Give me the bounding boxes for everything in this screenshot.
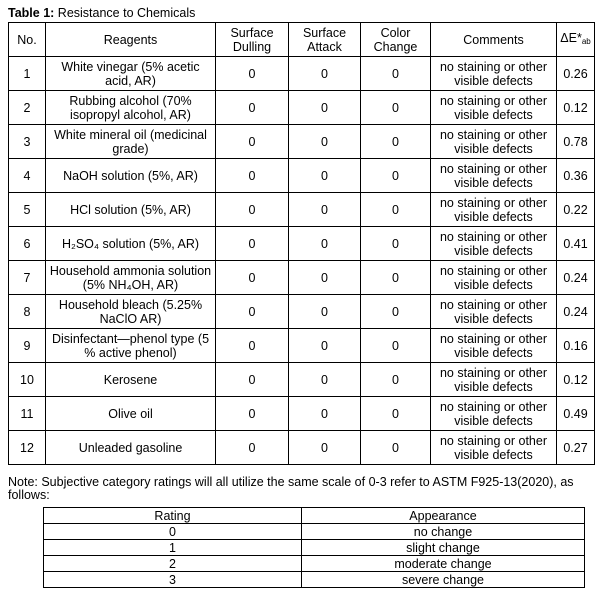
rating-scale-note: Note: Subjective category ratings will all utilize the same scale of 0-3 refer to ASTM F925-13(2020), as follows: — [8, 475, 574, 502]
cell-no: 10 — [9, 363, 46, 397]
cell-delta-e: 0.49 — [557, 397, 595, 431]
cell-surface-attack: 0 — [289, 363, 361, 397]
header-surface-attack: Surface Attack — [289, 23, 361, 57]
cell-comment: no staining or other visible defects — [431, 261, 557, 295]
header-reagents: Reagents — [46, 23, 216, 57]
cell-color-change: 0 — [361, 329, 431, 363]
cell-surface-attack: 0 — [289, 227, 361, 261]
cell-no: 4 — [9, 159, 46, 193]
cell-surface-dulling: 0 — [216, 329, 289, 363]
cell-no: 8 — [9, 295, 46, 329]
header-delta-e — [557, 23, 595, 57]
cell-appearance: moderate change — [302, 556, 585, 572]
cell-rating: 0 — [44, 524, 302, 540]
cell-delta-e: 0.26 — [557, 57, 595, 91]
cell-comment: no staining or other visible defects — [431, 91, 557, 125]
header-rating: Rating — [44, 508, 302, 524]
header-surface-dulling: Surface Dulling — [216, 23, 289, 57]
cell-color-change: 0 — [361, 57, 431, 91]
table-row — [9, 329, 595, 363]
scale-row — [44, 540, 585, 556]
cell-surface-attack: 0 — [289, 431, 361, 465]
cell-no: 5 — [9, 193, 46, 227]
cell-surface-dulling: 0 — [216, 431, 289, 465]
header-delta-e-label: ΔE* — [560, 30, 582, 45]
cell-appearance: severe change — [302, 572, 585, 588]
cell-surface-dulling: 0 — [216, 91, 289, 125]
cell-no: 12 — [9, 431, 46, 465]
cell-surface-attack: 0 — [289, 193, 361, 227]
cell-reagent: Household bleach (5.25% NaClO AR) — [46, 295, 216, 329]
cell-rating: 1 — [44, 540, 302, 556]
cell-surface-dulling: 0 — [216, 159, 289, 193]
table-row — [9, 57, 595, 91]
cell-reagent: Unleaded gasoline — [46, 431, 216, 465]
scale-row — [44, 524, 585, 540]
cell-reagent: Kerosene — [46, 363, 216, 397]
cell-comment: no staining or other visible defects — [431, 431, 557, 465]
cell-reagent: White vinegar (5% acetic acid, AR) — [46, 57, 216, 91]
table-caption-label: Table 1: — [8, 6, 55, 20]
cell-comment: no staining or other visible defects — [431, 159, 557, 193]
rating-scale-table — [43, 507, 585, 588]
table-caption — [8, 6, 195, 21]
cell-reagent: NaOH solution (5%, AR) — [46, 159, 216, 193]
scale-row — [44, 572, 585, 588]
cell-delta-e: 0.16 — [557, 329, 595, 363]
header-delta-e-subscript: ab — [581, 36, 591, 46]
header-no: No. — [9, 23, 46, 57]
cell-delta-e: 0.24 — [557, 295, 595, 329]
cell-color-change: 0 — [361, 431, 431, 465]
cell-rating: 2 — [44, 556, 302, 572]
cell-delta-e: 0.24 — [557, 261, 595, 295]
cell-surface-dulling: 0 — [216, 261, 289, 295]
cell-comment: no staining or other visible defects — [431, 125, 557, 159]
cell-surface-dulling: 0 — [216, 125, 289, 159]
cell-reagent: Disinfectant—phenol type (5 % active phenol) — [46, 329, 216, 363]
cell-no: 6 — [9, 227, 46, 261]
table-row — [9, 159, 595, 193]
table-row — [9, 397, 595, 431]
cell-comment: no staining or other visible defects — [431, 227, 557, 261]
cell-surface-dulling: 0 — [216, 397, 289, 431]
table-caption-text: Resistance to Chemicals — [54, 6, 196, 20]
header-appearance: Appearance — [302, 508, 585, 524]
cell-surface-dulling: 0 — [216, 193, 289, 227]
cell-reagent: H₂SO₄ solution (5%, AR) — [46, 227, 216, 261]
cell-color-change: 0 — [361, 91, 431, 125]
cell-reagent: Rubbing alcohol (70% isopropyl alcohol, AR) — [46, 91, 216, 125]
table-row — [9, 261, 595, 295]
cell-no: 1 — [9, 57, 46, 91]
cell-surface-attack: 0 — [289, 57, 361, 91]
table-row — [9, 431, 595, 465]
cell-color-change: 0 — [361, 159, 431, 193]
cell-color-change: 0 — [361, 363, 431, 397]
chemical-resistance-table — [8, 22, 595, 465]
cell-reagent: Household ammonia solution (5% NH₄OH, AR) — [46, 261, 216, 295]
table-row — [9, 295, 595, 329]
cell-surface-attack: 0 — [289, 91, 361, 125]
table-row — [9, 193, 595, 227]
cell-surface-attack: 0 — [289, 261, 361, 295]
cell-surface-dulling: 0 — [216, 227, 289, 261]
cell-color-change: 0 — [361, 193, 431, 227]
cell-appearance: slight change — [302, 540, 585, 556]
cell-color-change: 0 — [361, 125, 431, 159]
cell-comment: no staining or other visible defects — [431, 193, 557, 227]
cell-no: 11 — [9, 397, 46, 431]
cell-delta-e: 0.78 — [557, 125, 595, 159]
cell-reagent: Olive oil — [46, 397, 216, 431]
cell-delta-e: 0.36 — [557, 159, 595, 193]
cell-surface-attack: 0 — [289, 295, 361, 329]
cell-comment: no staining or other visible defects — [431, 397, 557, 431]
scale-header-row — [44, 508, 585, 524]
cell-delta-e: 0.22 — [557, 193, 595, 227]
cell-surface-attack: 0 — [289, 329, 361, 363]
cell-surface-dulling: 0 — [216, 57, 289, 91]
cell-no: 7 — [9, 261, 46, 295]
cell-no: 9 — [9, 329, 46, 363]
cell-comment: no staining or other visible defects — [431, 363, 557, 397]
cell-reagent: White mineral oil (medicinal grade) — [46, 125, 216, 159]
cell-comment: no staining or other visible defects — [431, 57, 557, 91]
cell-reagent: HCl solution (5%, AR) — [46, 193, 216, 227]
cell-color-change: 0 — [361, 295, 431, 329]
table-row — [9, 227, 595, 261]
table-row — [9, 125, 595, 159]
table-header-row — [9, 23, 595, 57]
scale-row — [44, 556, 585, 572]
cell-color-change: 0 — [361, 227, 431, 261]
header-color-change: Color Change — [361, 23, 431, 57]
table-row — [9, 363, 595, 397]
cell-surface-dulling: 0 — [216, 363, 289, 397]
cell-surface-dulling: 0 — [216, 295, 289, 329]
cell-color-change: 0 — [361, 261, 431, 295]
cell-delta-e: 0.27 — [557, 431, 595, 465]
cell-rating: 3 — [44, 572, 302, 588]
cell-surface-attack: 0 — [289, 125, 361, 159]
cell-appearance: no change — [302, 524, 585, 540]
cell-no: 3 — [9, 125, 46, 159]
cell-surface-attack: 0 — [289, 397, 361, 431]
cell-no: 2 — [9, 91, 46, 125]
table-row — [9, 91, 595, 125]
cell-surface-attack: 0 — [289, 159, 361, 193]
cell-comment: no staining or other visible defects — [431, 329, 557, 363]
cell-delta-e: 0.12 — [557, 91, 595, 125]
cell-delta-e: 0.41 — [557, 227, 595, 261]
cell-delta-e: 0.12 — [557, 363, 595, 397]
header-comments: Comments — [431, 23, 557, 57]
cell-comment: no staining or other visible defects — [431, 295, 557, 329]
cell-color-change: 0 — [361, 397, 431, 431]
